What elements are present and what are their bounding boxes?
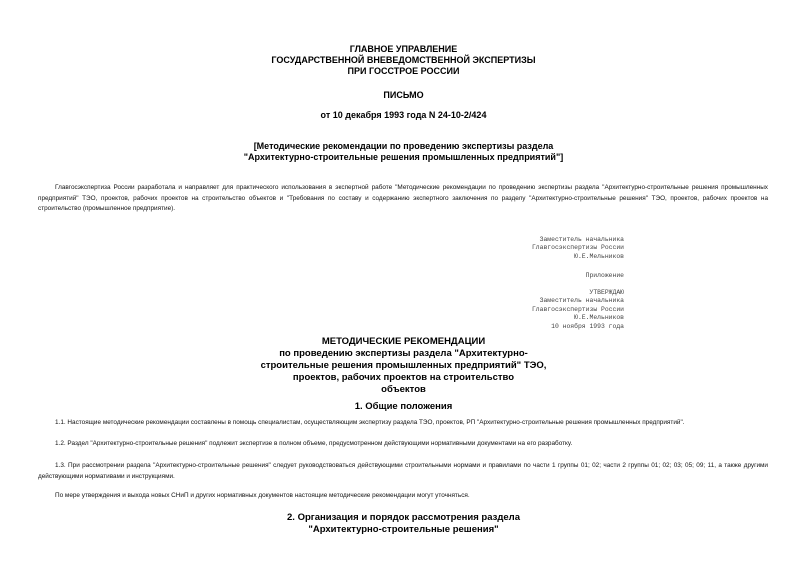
section-2-heading-line-1: 2. Организация и порядок рассмотрения раздела — [287, 512, 520, 523]
signature-position: Заместитель начальника — [539, 236, 624, 243]
section-1-paragraph-2: 1.2. Раздел "Архитектурно-строительные решения" подлежит экспертизе в полном объеме, предусмотренном действующими нормативными документами на его разработку. — [55, 440, 573, 447]
doc-type: ПИСЬМО — [383, 90, 424, 100]
approval-name: Ю.Е.Мельников — [574, 314, 624, 322]
appendix-label: Приложение — [585, 272, 624, 279]
doc-subject — [0, 141, 807, 163]
org-line-1: ГЛАВНОЕ УПРАВЛЕНИЕ — [349, 44, 458, 54]
methodical-title-line-4: проектов, рабочих проектов на строительство — [292, 372, 515, 383]
org-line-3: ПРИ ГОССТРОЕ РОССИИ — [347, 66, 460, 76]
section-2-heading-line-2: "Архитектурно-строительные решения" — [308, 524, 499, 535]
intro-paragraph: Главгосэкспертиза России разработала и направляет для практического использования в экспертной работе "Методические рекомендации по проведению экспертизы раздела "Архитектурно-строительные решения промышленных предприятий" ТЭО, проектов, рабочих проектов на строительство объектов и "Требования по составу и содержанию экспертного заключения по разделу "Архитектурно-строительные решения" ТЭО, проектов, рабочих проектов на строительство (промышленное предприятие). — [38, 184, 768, 212]
subject-line-2: "Архитектурно-строительные решения промышленных предприятий"] — [243, 152, 564, 162]
methodical-title-line-1: МЕТОДИЧЕСКИЕ РЕКОМЕНДАЦИИ — [321, 336, 486, 347]
section-2-heading — [0, 512, 807, 536]
approval-position: Заместитель начальника — [539, 297, 624, 305]
signature-org: Главгосэкспертизы России — [531, 244, 624, 252]
methodical-title-line-3: строительные решения промышленных предприятий" ТЭО, — [260, 360, 547, 371]
section-1-paragraph-4: По мере утверждения и выхода новых СНиП и других нормативных документов настоящие методические рекомендации могут уточняться. — [55, 492, 470, 499]
subject-line-1: [Методические рекомендации по проведению экспертизы раздела — [253, 141, 554, 151]
org-header — [0, 44, 807, 77]
methodical-title — [0, 336, 807, 396]
signature-block — [532, 236, 624, 261]
section-1-paragraph-3: 1.3. При рассмотрении раздела "Архитектурно-строительные решения" следует руководствоваться действующими строительными нормами и правилами по части 1 группы 01; 02; части 2 группы 01; 02; 03; 05; 09; 11, а также другими действующими нормативами и инструкциями. — [38, 462, 768, 480]
signature-name: Ю.Е.Мельников — [574, 252, 624, 260]
doc-date: от 10 декабря 1993 года N 24-10-2/424 — [320, 110, 487, 120]
methodical-title-line-2: по проведению экспертизы раздела "Архитектурно- — [279, 348, 528, 359]
section-1-paragraph-1: 1.1. Настоящие методические рекомендации составлены в помощь специалистам, осуществляющим экспертизу раздела ТЭО, проектов, РП "Архитектурно-строительные решения промышленных предприятий". — [55, 419, 685, 426]
approval-date: 10 ноября 1993 года — [551, 322, 624, 330]
approved-label: УТВЕРЖДАЮ — [589, 289, 624, 296]
org-line-2: ГОСУДАРСТВЕННОЙ ВНЕВЕДОМСТВЕННОЙ ЭКСПЕРТИЗЫ — [271, 55, 536, 65]
approval-block — [532, 289, 624, 331]
methodical-title-line-5: объектов — [381, 384, 426, 395]
section-1-heading: 1. Общие положения — [354, 401, 453, 412]
approval-org: Главгосэкспертизы России — [531, 305, 624, 313]
